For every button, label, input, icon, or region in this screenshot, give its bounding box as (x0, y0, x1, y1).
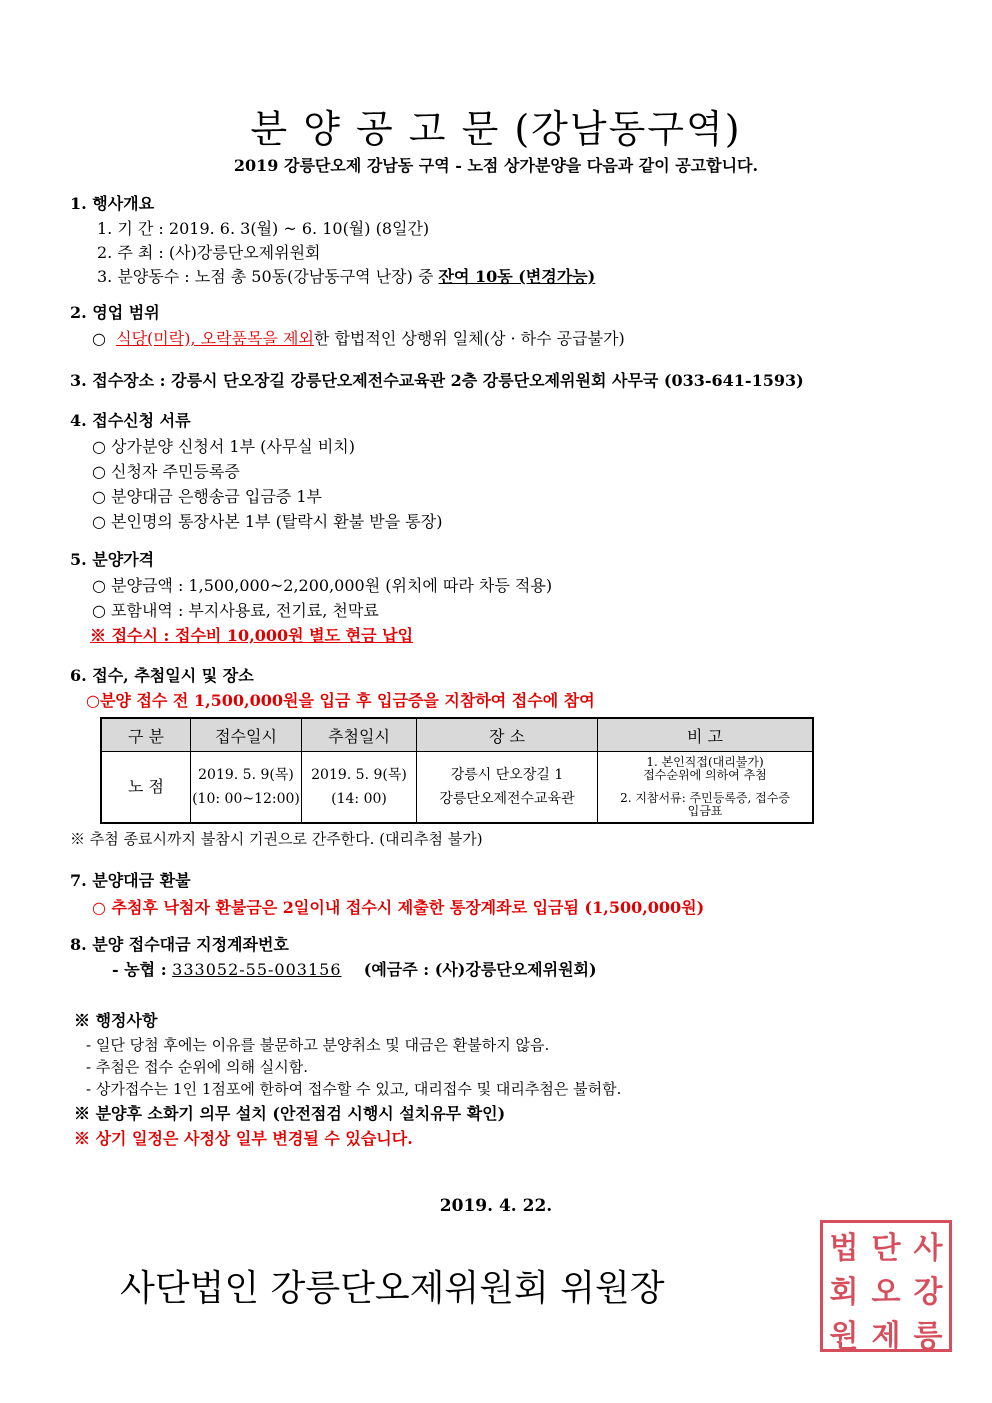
header-type: 구 분 (101, 718, 191, 752)
section-6-heading: 6. 접수, 추첨일시 및 장소 (70, 666, 254, 685)
section-5-heading: 5. 분양가격 (70, 550, 155, 569)
draw-time: (14: 00) (331, 791, 387, 807)
remark: 2. 지참서류: 주민등록증, 접수증 (620, 791, 790, 805)
change-note: ※ 상기 일정은 사정상 일부 변경될 수 있습니다. (74, 1129, 413, 1148)
price-item: ○ 포함내역 : 부지사용료, 전기료, 천막료 (92, 601, 379, 620)
seal-char: 릉 (913, 1319, 943, 1354)
draw-date: 2019. 5. 9(목) (311, 767, 407, 783)
reg-time: (10: 00~12:00) (192, 791, 300, 807)
admin-item: - 상가접수는 1인 1점포에 한하여 접수할 수 있고, 대리접수 및 대리추첨은 불허함. (86, 1080, 622, 1098)
excluded-items: 식당(미락), 오락품목을 제외 (116, 329, 314, 348)
account-holder: (예금주 : (사)강릉단오제위원회) (363, 960, 597, 979)
period-line: 1. 기 간 : 2019. 6. 3(월) ~ 6. 10(월) (8일간) (97, 219, 430, 238)
remark: 접수순위에 의하여 추첨 (643, 768, 767, 782)
type-cell: 노 점 (101, 752, 191, 824)
header-reg: 접수일시 (191, 718, 302, 752)
reg-cell (191, 752, 302, 824)
table-header-row (101, 718, 813, 752)
price-item: ○ 분양금액 : 1,500,000~2,200,000원 (위치에 따라 차등 적용) (92, 576, 553, 595)
extinguisher-note: ※ 분양후 소화기 의무 설치 (안전점검 시행시 설치유무 확인) (74, 1104, 506, 1123)
remarks-cell (598, 752, 814, 824)
page-title: 분 양 공 고 문 (강남동구역) (250, 107, 742, 151)
section-1-heading: 1. 행사개요 (70, 194, 155, 213)
seal-char: 강 (913, 1275, 943, 1310)
reg-date: 2019. 5. 9(목) (198, 767, 294, 783)
section-2-heading: 2. 영업 범위 (70, 303, 160, 322)
refund-note: ○ 추첨후 낙첨자 환불금은 2일이내 접수시 제출한 통장계좌로 입금됨 (1,500,000원) (92, 898, 705, 917)
account-number: 333052-55-003156 (172, 960, 342, 979)
seal-char: 단 (871, 1231, 901, 1266)
section-7-heading: 7. 분양대금 환불 (70, 871, 191, 890)
units-text: 3. 분양동수 : 노점 총 50동(강남동구역 난장) 중 (97, 267, 439, 286)
header-draw: 추첨일시 (302, 718, 417, 752)
official-seal (820, 1220, 952, 1352)
seal-char: 법 (829, 1231, 859, 1266)
draw-cell (302, 752, 417, 824)
place-address: 강릉시 단오장길 1 (450, 767, 564, 783)
section-8-heading: 8. 분양 접수대금 지정계좌번호 (70, 935, 289, 954)
account-line (112, 957, 597, 980)
header-remarks: 비 고 (598, 718, 814, 752)
remark: 입금표 (687, 804, 723, 818)
draw-footnote: ※ 추첨 종료시까지 불참시 기권으로 간주한다. (대리추첨 불가) (70, 830, 483, 848)
bank-name: - 농협 : (112, 960, 173, 979)
remaining-units: 잔여 10동 (변경가능) (438, 267, 596, 286)
host-line: 2. 주 최 : (사)강릉단오제위원회 (97, 243, 321, 262)
document-item: ○ 본인명의 통장사본 1부 (탈락시 환불 받을 통장) (92, 512, 443, 531)
document-item: ○ 상가분양 신청서 1부 (사무실 비치) (92, 437, 355, 456)
signature-line: 사단법인 강릉단오제위원회 위원장 (120, 1268, 665, 1309)
units-line (97, 264, 595, 287)
subtitle: 2019 강릉단오제 강남동 구역 - 노점 상가분양을 다음과 같이 공고합니다. (233, 156, 759, 175)
document-item: ○ 분양대금 은행송금 입금증 1부 (92, 487, 322, 506)
deposit-note: ○분양 접수 전 1,500,000원을 입금 후 입금증을 지참하여 접수에 참여 (86, 691, 595, 710)
business-scope (92, 326, 625, 349)
table-row (101, 752, 813, 824)
place-building: 강릉단오제전수교육관 (439, 791, 575, 807)
seal-char: 제 (871, 1319, 901, 1354)
place-cell (417, 752, 598, 824)
section-4-heading: 4. 접수신청 서류 (70, 411, 191, 430)
document-item: ○ 신청자 주민등록증 (92, 462, 240, 481)
bullet: ○ (92, 329, 106, 348)
header-place: 장 소 (417, 718, 598, 752)
admin-item: - 일단 당첨 후에는 이유를 불문하고 분양취소 및 대금은 환불하지 않음. (86, 1036, 550, 1054)
seal-char: 오 (871, 1275, 901, 1310)
seal-char: 사 (913, 1231, 943, 1266)
scope-text: 한 합법적인 상행위 일체(상 · 하수 공급불가) (313, 329, 625, 348)
schedule-table (100, 717, 814, 824)
remark: 1. 본인직접(대리불가) (646, 755, 764, 769)
fee-note: ※ 접수시 : 접수비 10,000원 별도 현금 납입 (90, 626, 414, 645)
section-3-heading: 3. 접수장소 : 강릉시 단오장길 강릉단오제전수교육관 2층 강릉단오제위원회 사무국 (033-641-1593) (70, 371, 804, 390)
admin-item: - 추첨은 접수 순위에 의해 실시함. (86, 1058, 309, 1076)
admin-heading: ※ 행정사항 (74, 1011, 158, 1030)
seal-char: 원 (829, 1319, 859, 1354)
seal-char: 회 (829, 1275, 859, 1310)
announcement-date: 2019. 4. 22. (439, 1196, 553, 1216)
